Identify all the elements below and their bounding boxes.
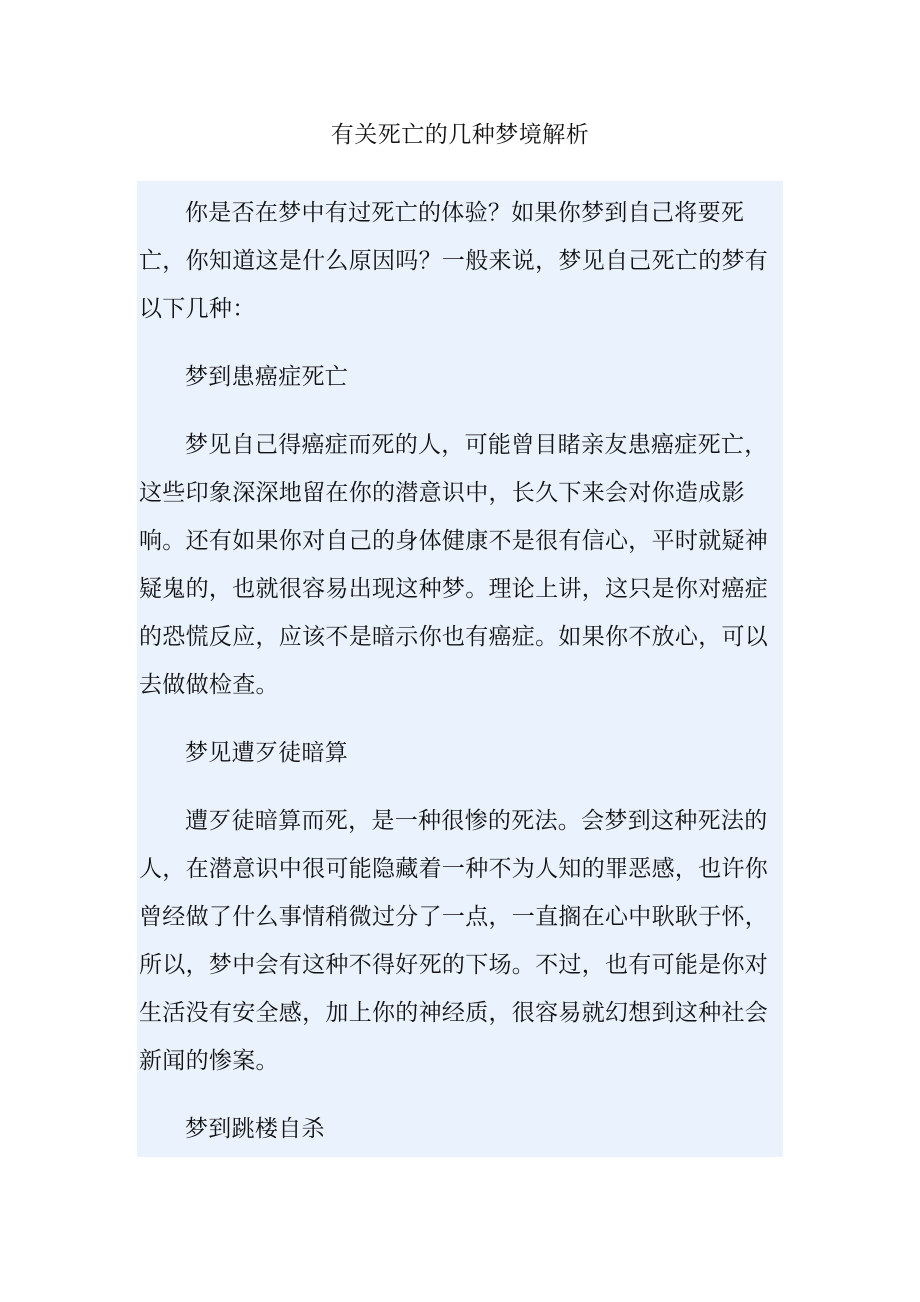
section-heading-ambush: 梦见遭歹徒暗算 [185,740,349,766]
section-body-ambush: 遭歹徒暗算而死，是一种很惨的死法。会梦到这种死法的人，在潜意识中很可能隐藏着一种不为人知的罪恶感，也许你曾经做了什么事情稍微过分了一点，一直搁在心中耿耿于怀，所以，梦中会有这种不得好死的下场。不过，也有可能是你对生活没有安全感，加上你的神经质，很容易就幻想到这种社会新闻的惨案。 [139,808,769,1074]
article-body [137,181,783,1157]
spacer [139,333,783,353]
section-heading-cancer: 梦到患癌症死亡 [185,364,349,390]
spacer [139,401,783,421]
intro-paragraph: 你是否在梦中有过死亡的体验？如果你梦到自己将要死亡，你知道这是什么原因吗？一般来说，梦见自己死亡的梦有以下几种： [139,200,769,322]
spacer [139,709,783,729]
spacer [139,1085,783,1105]
document-title: 有关死亡的几种梦境解析 [330,122,590,148]
spacer [139,777,783,797]
section-body-cancer: 梦见自己得癌症而死的人，可能曾目睹亲友患癌症死亡，这些印象深深地留在你的潜意识中，长久下来会对你造成影响。还有如果你对自己的身体健康不是很有信心，平时就疑神疑鬼的，也就很容易出现这种梦。理论上讲，这只是你对癌症的恐慌反应，应该不是暗示你也有癌症。如果你不放心，可以去做做检查。 [139,432,769,698]
section-heading-suicide: 梦到跳楼自杀 [185,1116,325,1142]
